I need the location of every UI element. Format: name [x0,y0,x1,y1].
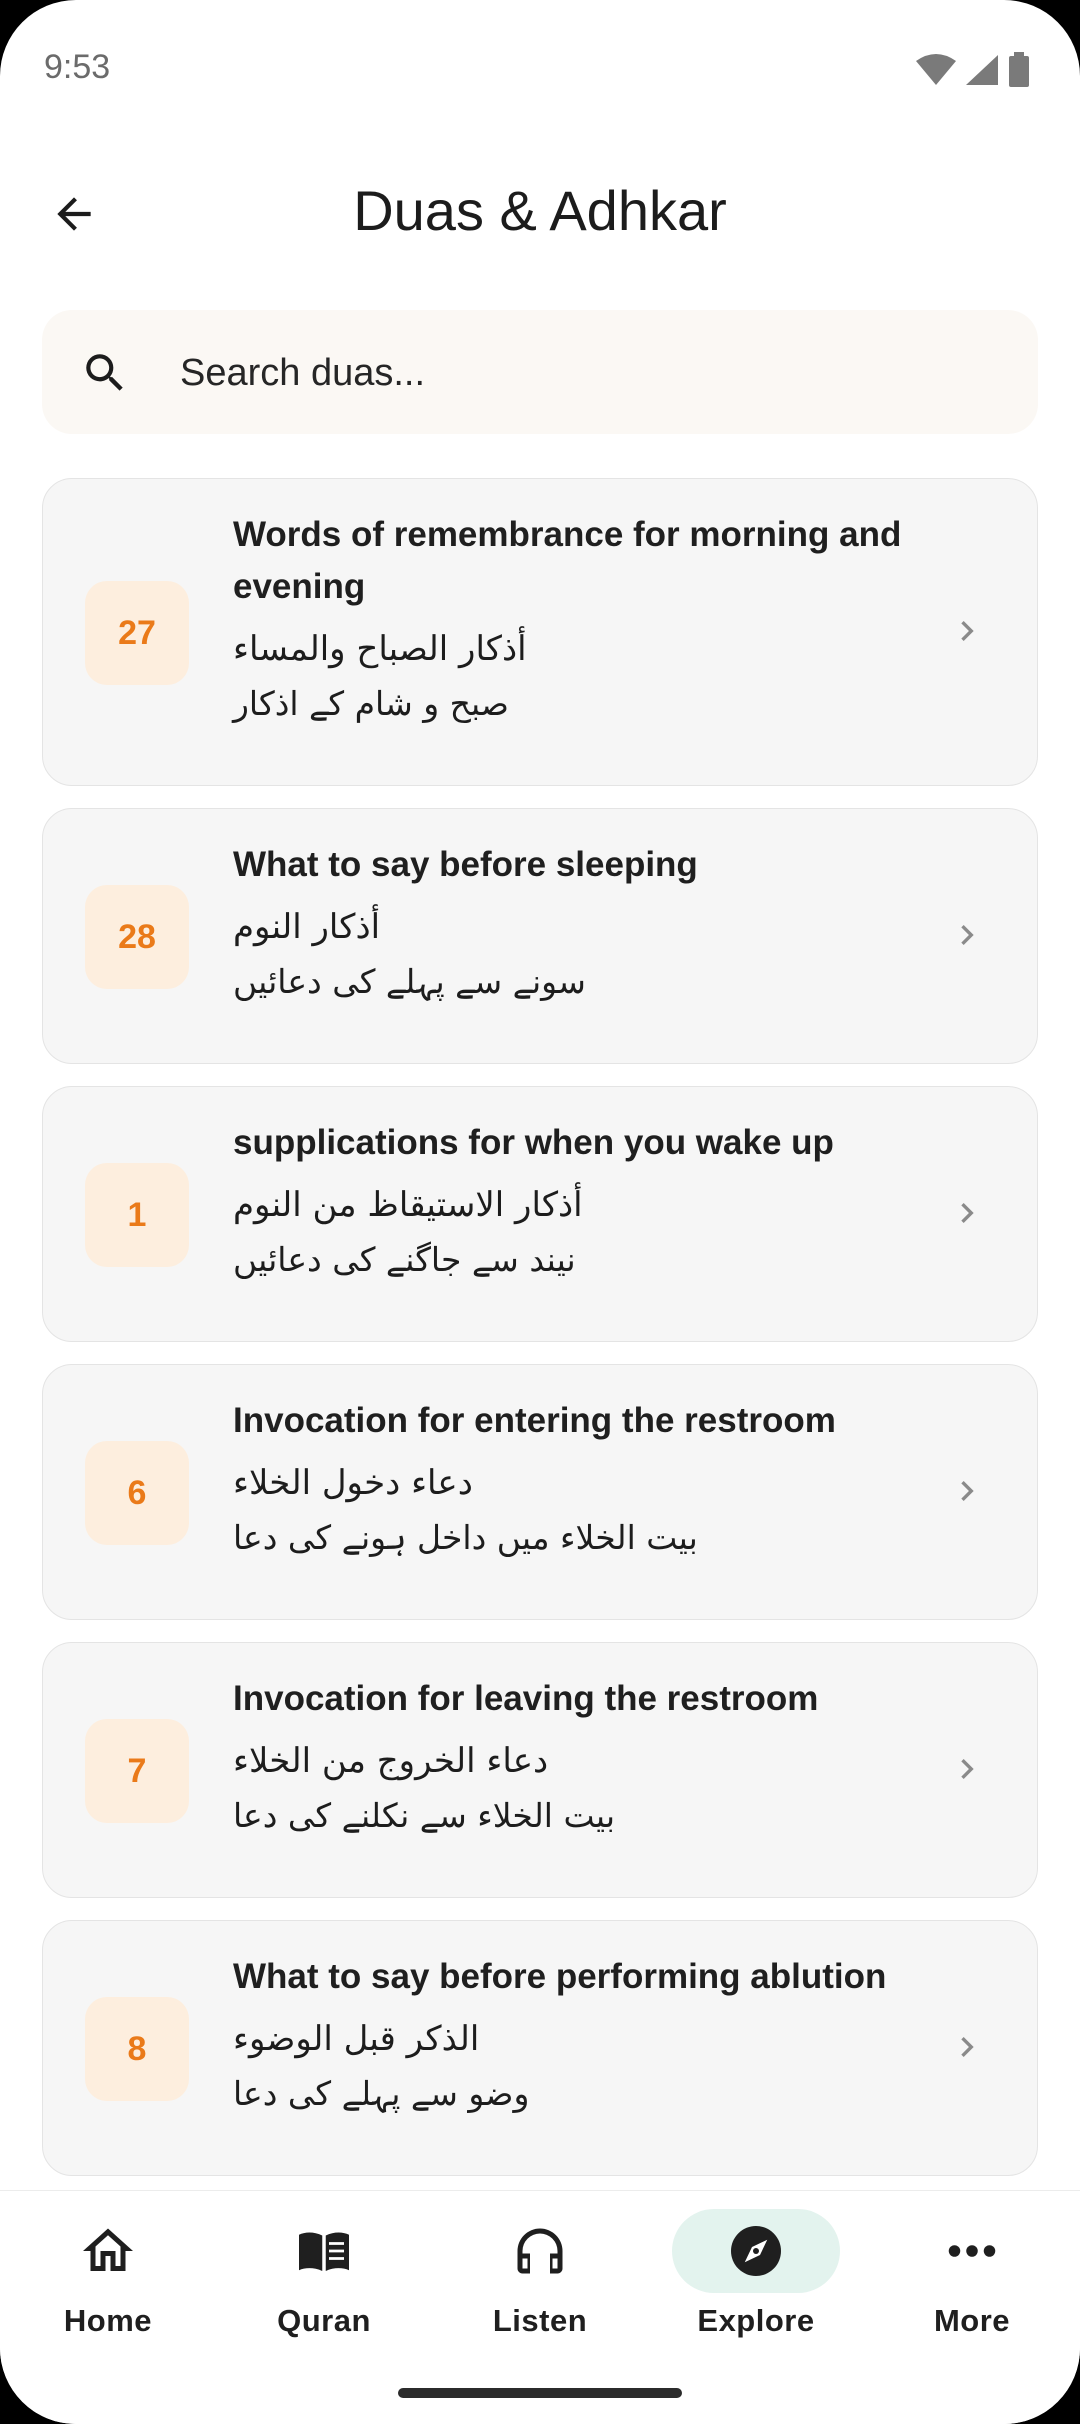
battery-icon [1008,52,1030,88]
card-urdu-title: بیت الخلاء سے نکلنے کی دعا [233,1796,615,1835]
nav-label: Home [63,2303,153,2338]
dua-card-sleeping[interactable] [42,808,1038,1064]
card-text [233,1673,933,1843]
card-text [233,1117,933,1287]
page-title: Duas & Adhkar [353,179,727,242]
book-icon [294,2221,354,2281]
card-arabic-title: دعاء دخول الخلاء [233,1463,473,1503]
card-title: Words of remembrance for morning and evening [233,515,902,606]
nav-item-home[interactable] [0,2191,216,2391]
home-indicator [398,2388,682,2398]
search-input[interactable] [178,340,1002,406]
card-text [233,509,933,731]
count-badge: 7 [85,1719,189,1823]
card-urdu-title: نیند سے جاگنے کی دعائیں [233,1240,576,1279]
card-urdu-title: صبح و شام کے اذکار [233,684,509,723]
status-icons [916,52,1030,88]
card-title: What to say before sleeping [233,845,698,884]
more-icon [942,2221,1002,2281]
card-urdu-title: سونے سے پہلے کی دعائیں [233,962,586,1001]
count-badge: 27 [85,581,189,685]
dua-card-morning-evening[interactable] [42,478,1038,786]
chevron-right-icon [947,1471,987,1511]
nav-item-explore[interactable] [648,2191,864,2391]
card-arabic-title: أذكار الصباح والمساء [233,629,527,669]
signal-icon [964,53,1000,87]
nav-label: Explore [697,2303,815,2338]
card-text [233,1951,933,2121]
wifi-icon [916,53,956,87]
home-icon [78,2221,138,2281]
card-urdu-title: بیت الخلاء میں داخل ہونے کی دعا [233,1518,698,1557]
nav-item-listen[interactable] [432,2191,648,2391]
chevron-right-icon [947,1749,987,1789]
dua-card-before-ablution[interactable] [42,1920,1038,2176]
card-arabic-title: الذكر قبل الوضوء [233,2019,480,2059]
app-header [0,160,1080,270]
status-time: 9:53 [44,48,111,86]
card-urdu-title: وضو سے پہلے کی دعا [233,2074,530,2113]
chevron-right-icon [947,2027,987,2067]
count-badge: 8 [85,1997,189,2101]
card-title: Invocation for leaving the restroom [233,1679,819,1718]
card-title: What to say before performing ablution [233,1957,887,1996]
card-arabic-title: أذكار الاستيقاظ من النوم [233,1185,583,1225]
headphones-icon [510,2221,570,2281]
card-title: Invocation for entering the restroom [233,1401,836,1440]
search-icon [80,348,130,398]
chevron-right-icon [947,611,987,651]
chevron-right-icon [947,915,987,955]
card-text [233,1395,933,1565]
card-title: supplications for when you wake up [233,1123,834,1162]
count-badge: 1 [85,1163,189,1267]
search-bar[interactable] [42,310,1038,434]
dua-card-leaving-restroom[interactable] [42,1642,1038,1898]
card-arabic-title: أذكار النوم [233,907,381,947]
nav-label: Listen [492,2303,588,2338]
compass-icon [726,2221,786,2281]
count-badge: 6 [85,1441,189,1545]
status-bar [0,0,1080,140]
dua-card-entering-restroom[interactable] [42,1364,1038,1620]
nav-item-quran[interactable] [216,2191,432,2391]
dua-card-wake-up[interactable] [42,1086,1038,1342]
card-arabic-title: دعاء الخروج من الخلاء [233,1741,549,1781]
nav-item-more[interactable] [864,2191,1080,2391]
count-badge: 28 [85,885,189,989]
nav-label: More [933,2303,1011,2338]
chevron-right-icon [947,1193,987,1233]
nav-label: Quran [277,2303,371,2338]
card-text [233,839,933,1009]
